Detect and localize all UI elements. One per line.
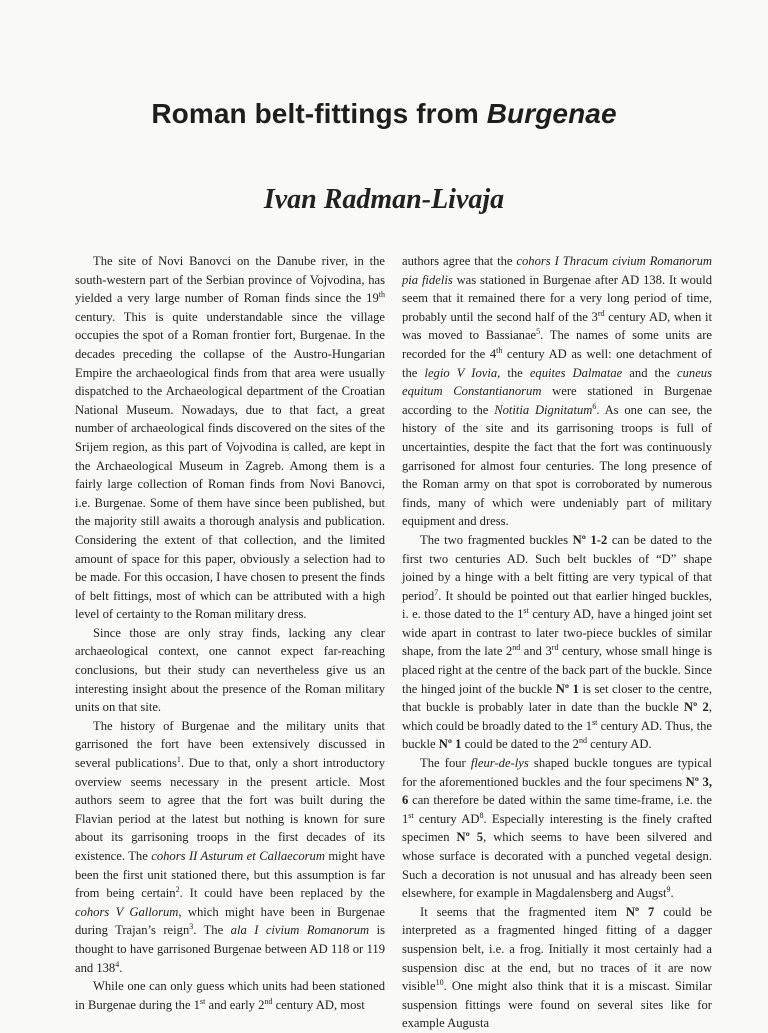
footnote-ref: 10 (435, 978, 444, 988)
left-column (75, 252, 385, 1014)
superscript: th (378, 290, 385, 300)
paragraph-frog: It seems that the fragmented item Nº 7 could be interpreted as a fragmented hinged fitting of a dagger suspension belt, i.e. a frog. Initially it most certainly had a suspension disc at the end, but no traces of it are now visible$^{10}$. One might also think that it is a miscast. Similar suspension fittings were found on several sites like for example Augusta (402, 904, 712, 1031)
paragraph-intro: The site of Novi Banovci on the Danube river, in the south-western part of the Serbian province of Vojvodina, has yielded a very large number of Roman finds since the 19th century. This is quite understandable since the village occupies the spot of a Roman frontier fort, Burgenae. In the decades preceding the collapse of the Austro-Hungarian Empire the archaeological finds from that area were usually dispatched to the Archaeological department of the Croatian National Museum. Nowadays, due to that fact, a great number of archaeological finds discovered on the sites of the Srijem region, as this part of Vojvodina is called, are kept in the Archaeological Museum in Zagreb. Among them is a fairly large collection of Roman finds from Novi Banovci, i.e. Burgenae. Some of them have since been published, but the majority still awaits a thorough analysis and publication. Considering the extent of that collection, and the limited amount of space for this paper, obviously a selection had to be made. For this occasion, I have chosen to present the finds of belt fittings, most of which can be attributed with a high level of certainty to the Roman military dress. (75, 254, 385, 622)
footnote-ref: 3 (189, 922, 194, 932)
article-title (0, 98, 768, 130)
footnote-ref: 4 (115, 959, 120, 969)
paragraph-units-continued: authors agree that the cohors I Thracum civium Romanorum pia fidelis was stationed in Burgenae after AD 138. It would seem that it remained there for a very long period of time, probably until the second half of the 3rd century AD, when it was moved to Bassianae$^5$. The names of some units are recorded for the 4th century AD as well: one detachment of the legio V Iovia, the equites Dalmatae and the cuneus equitum Constantianorum were stationed in Burgenae according to the Notitia Dignitatum$^6$. As one can see, the history of the site and its garrisoning troops is full of uncertainties, despite the fact that the fort was continuously garrisoned for almost four centuries. The long presence of the Roman army on that spot is corroborated by numerous finds, many of which were undeniably part of military equipment and dress. (402, 254, 713, 529)
right-column (402, 252, 712, 1033)
footnote-ref: 9 (666, 885, 671, 895)
title-main: Roman belt-fittings from (151, 98, 487, 129)
paragraph-history: The history of Burgenae and the military units that garrisoned the fort have been extensively discussed in several publications$^1$. Due to that, only a short introductory overview seems necessary in the present article. Most authors seem to agree that the fort was built during the Flavian period at the latest but nothing is known for sure about its garrisoning troops in the first decades of its existence. The cohors II Asturum et Callaecorum might have been the first unit stationed there, but this assumption is far from being certain$^2$. It could have been replaced by the cohors V Gallorum, which might have been in Burgenae during Trajan’s reign$^3$. The ala I civium Romanorum is thought to have garrisoned Burgenae between AD 118 or 119 and $138^4$. (75, 718, 386, 975)
paragraph-buckle-tongues: The four fleur-de-lys shaped buckle tongues are typical for the aforementioned buckles and the four specimens Nº 3, 6 can therefore be dated within the same time-frame, i.e. the 1st century $AD^8$. Especially interesting is the finely crafted specimen Nº 5, which seems to have been silvered and whose surface is decorated with a punched vegetal design. Such a decoration is not unusual and has already been seen elsewhere, for example in Magdalensberg and Augst$^9$. (402, 756, 712, 901)
footnote-ref: 1 (176, 755, 181, 765)
paragraph-context: Since those are only stray finds, lacking any clear archaeological context, one cannot expect far-reaching conclusions, but their study can nevertheless give us an interesting insight about the presence of the Roman military units on that site. (75, 625, 385, 715)
footnote-ref: 5 (536, 327, 541, 337)
footnote-ref: 8 (479, 810, 484, 820)
title-place-name: Burgenae (486, 98, 617, 129)
paragraph-units: While one can only guess which units had been stationed in Burgenae during the 1st and early 2nd century AD, most (75, 979, 385, 1012)
footnote-ref: 2 (175, 885, 180, 895)
footnote-ref: 6 (592, 401, 597, 411)
footnote-ref: 7 (434, 587, 439, 597)
paragraph-buckles: The two fragmented buckles Nº 1-2 can be dated to the first two centuries AD. Such belt buckles of “D” shape joined by a hinge with a belt fitting are very typical of that period$^7$. It should be pointed out that earlier hinged buckles, i. e. those dated to the 1st century AD, have a hinged joint set wide apart in contrast to later two-piece buckles of similar shape, from the late 2nd and 3rd century, whose small hinge is placed right at the centre of the back part of the buckle. Since the hinged joint of the buckle Nº 1 is set closer to the centre, that buckle is probably later in date than the buckle Nº 2, which could be broadly dated to the 1st century AD. Thus, the buckle Nº 1 could be dated to the 2nd century AD. (402, 532, 712, 752)
author-name: Ivan Radman-Livaja (263, 184, 505, 215)
